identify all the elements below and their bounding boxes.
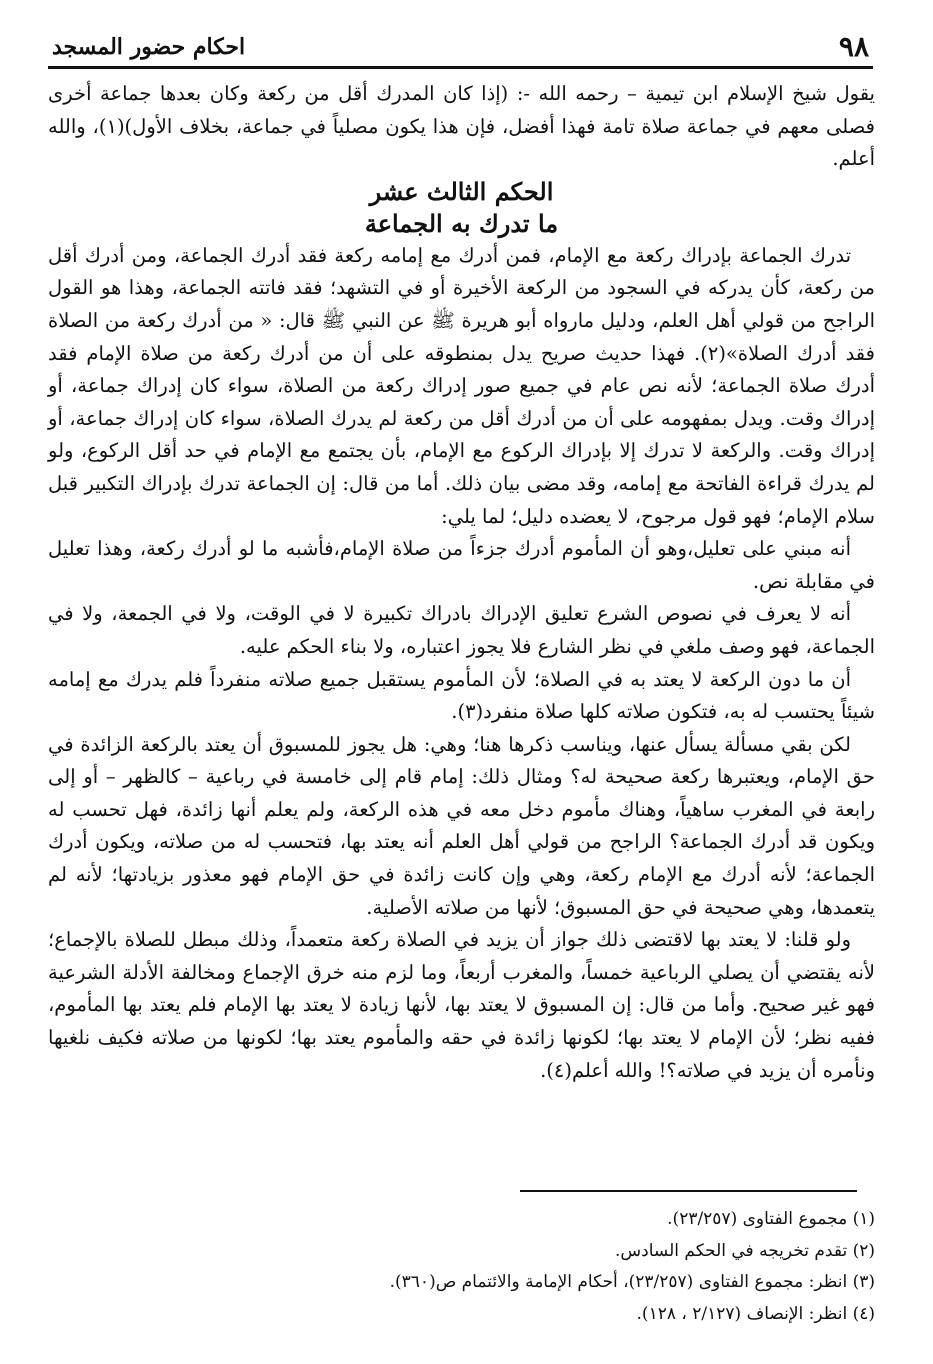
- running-title: احكام حضور المسجد: [52, 34, 246, 60]
- page-number: ٩٨: [838, 30, 869, 63]
- footnote: (١) مجموع الفتاوى (٢٣/٢٥٧).: [667, 1209, 875, 1229]
- page-header: [48, 26, 873, 69]
- body-paragraph: أنه مبني على تعليل،وهو أن المأموم أدرك جزءاً من صلاة الإمام،فأشبه ما لو أدرك ركعة، وهذا تعليل في مقابلة نص.: [48, 537, 875, 593]
- intro-quote-paragraph: يقول شيخ الإسلام ابن تيمية – رحمه الله -: (إذا كان المدرك أقل من ركعة وكان بعدها جماعة أخرى فصلى معهم في جماعة صلاة تامة فهذا أفضل، فإن هذا يكون مصلياً في جماعة، بخلاف الأول)(١)، والله أعلم.: [48, 82, 875, 171]
- body-paragraph: تدرك الجماعة بإدراك ركعة مع الإمام، فمن أدرك مع إمامه ركعة فقد أدرك الجماعة، ومن أدرك أقل من ركعة، كأن يدركه في السجود من الركعة الأخيرة أو في التشهد؛ فقد فاتته الجماعة، وهذا هو القول الراجح من قولي أهل العلم، ودليل مارواه أبو هريرة ﷺ عن النبي ﷺ قال: « من أدرك ركعة من الصلاة فقد أدرك الصلاة»(٢). فهذا حديث صريح يدل بمنطوقه على أن من أدرك ركعة من صلاة الإمام فقد أدرك صلاة الجماعة؛ لأنه نص عام في جميع صور إدراك ركعة من الصلاة، سواء كان إدراك جماعة، أو إدراك وقت. ويدل بمفهومه على أن من أدرك أقل من ركعة لم يدرك الصلاة، سواء كان إدراك جماعة، أو إدراك وقت. والركعة لا تدرك إلا بإدراك الركوع مع الإمام، بأن يجتمع مع الإمام في حد أقل الركوع، ولو لم يدرك قراءة الفاتحة مع إمامه، وقد مضى بيان ذلك. أما من قال: إن الجماعة تدرك بإدراك التكبير قبل سلام الإمام؛ فهو قول مرجوح، لا يعضده دليل؛ لما يلي:: [48, 243, 875, 528]
- footnote: (٢) تقدم تخريجه في الحكم السادس.: [615, 1240, 875, 1261]
- section-heading: الحكم الثالث عشر: [369, 176, 554, 206]
- footnote: (٤) انظر: الإنصاف (٢/١٢٧ ، ١٢٨).: [636, 1303, 875, 1324]
- body-paragraph: لكن بقي مسألة يسأل عنها، ويناسب ذكرها هنا؛ وهي: هل يجوز للمسبوق أن يعتد بالركعة الزائدة في حق الإمام، ويعتبرها ركعة صحيحة له؟ ومثال ذلك: إمام قام إلى خامسة في رباعية – كالظهر – أو إلى رابعة في المغرب ساهياً، وهناك مأموم دخل معه في هذه الركعة، ولم يعلم أنها زائدة، فهل تحسب له ويكون قد أدرك الجماعة؟ الراجح من قولي أهل العلم أنه يعتد بها، فتحسب له من صلاته، ويكون أدرك الجماعة؛ لأنه أدرك مع الإمام ركعة، وهي وإن كانت زائدة في حق الإمام فهو معذور بزيادتها؛ لأنه لم يتعمدها، وهي صحيحة في حق المسبوق؛ لأنها من صلاته الأصلية.: [48, 732, 875, 919]
- body-paragraph: ولو قلنا: لا يعتد بها لاقتضى ذلك جواز أن يزيد في الصلاة ركعة متعمداً، وذلك مبطل للصلاة بالإجماع؛ لأنه يقتضي أن يصلي الرباعية خمساً، والمغرب أربعاً، وما لزم منه خرق الإجماع ومخالفة الأدلة الشرعية فهو غير صحيح. وأما من قال: إن المسبوق لا يعتد بها، لأنها زيادة لا يعتد بها الإمام فلم يعتد بها المأموم، ففيه نظر؛ لأن الإمام لا يعتد بها؛ لكونها زائدة في حقه والمأموم يعتد بها؛ لكونها من صلاته فكيف نلغيها ونأمره أن يزيد في صلاته؟! والله أعلم(٤).: [48, 928, 875, 1082]
- body-paragraph: أن ما دون الركعة لا يعتد به في الصلاة؛ لأن المأموم يستقبل جميع صلاته منفرداً فلم يدرك مع إمامه شيئاً يحتسب له به، فتكون صلاته كلها صلاة منفرد(٣).: [48, 667, 875, 724]
- section-subheading: ما تدرك به الجماعة: [364, 208, 559, 238]
- footnote: (٣) انظر: مجموع الفتاوى (٢٣/٢٥٧)، أحكام الإمامة والائتمام ص(٣٦٠).: [389, 1272, 875, 1292]
- footnotes: [48, 1204, 875, 1330]
- main-text: [48, 78, 875, 1087]
- body-paragraph: أنه لا يعرف في نصوص الشرع تعليق الإدراك بادراك تكبيرة لا في الوقت، ولا في الجمعة، ولا في الجماعة، فهو وصف ملغي في نظر الشارع فلا يجوز اعتباره، ولا بناء الحكم عليه.: [48, 602, 875, 658]
- footnote-separator: [520, 1190, 857, 1192]
